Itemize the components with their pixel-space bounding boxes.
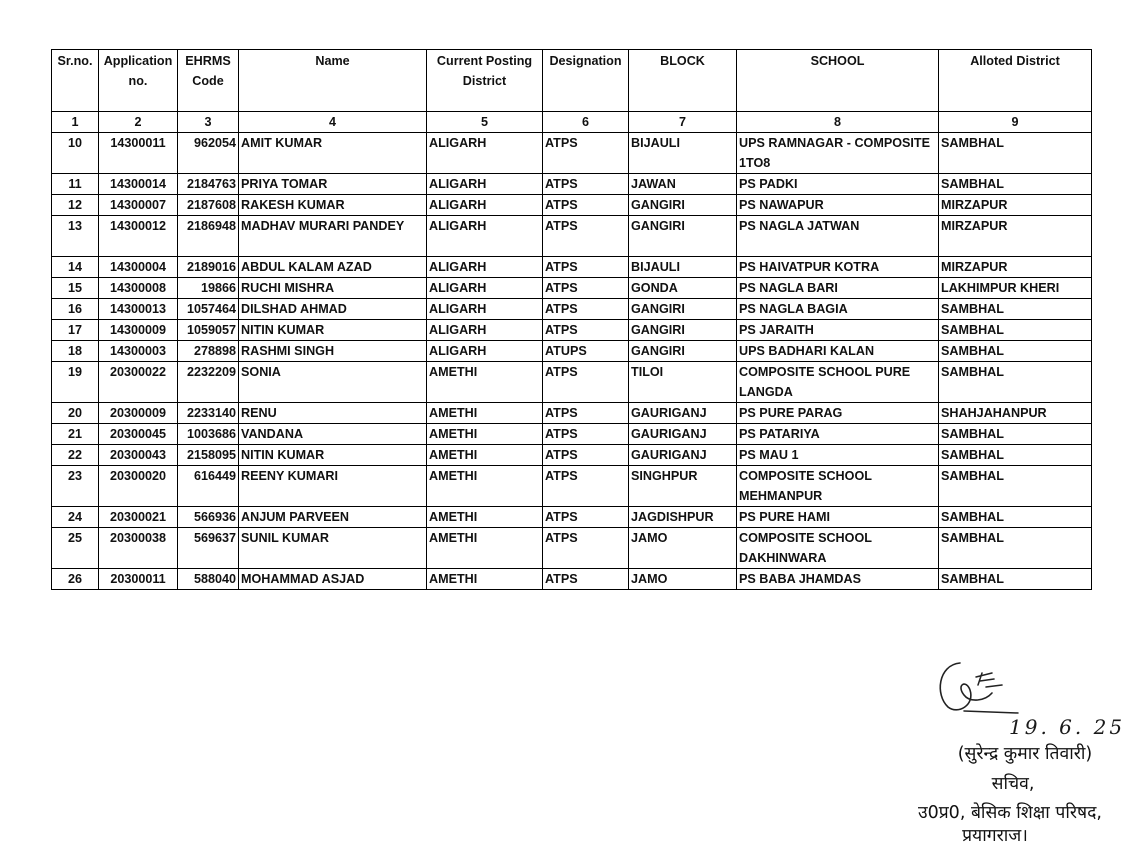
ehrms-code-cell: 19866	[178, 278, 239, 299]
name-cell: REENY KUMARI	[239, 466, 427, 507]
ehrms-code-cell: 278898	[178, 341, 239, 362]
district-cell: ALIGARH	[427, 320, 543, 341]
application-no-cell: 20300021	[99, 507, 178, 528]
table-row	[52, 195, 1092, 216]
signatory-title: सचिव,	[991, 774, 1035, 794]
alloted-district-cell: SAMBHAL	[939, 133, 1092, 174]
alloted-district-cell: SAMBHAL	[939, 299, 1092, 320]
column-number: 4	[239, 112, 427, 133]
application-no-cell: 14300013	[99, 299, 178, 320]
application-no-cell: 14300009	[99, 320, 178, 341]
school-cell: UPS RAMNAGAR - COMPOSITE 1TO8	[737, 133, 939, 174]
school-cell: PS NAGLA JATWAN	[737, 216, 939, 257]
column-number: 1	[52, 112, 99, 133]
district-cell: ALIGARH	[427, 341, 543, 362]
header-designation: Designation	[543, 50, 629, 112]
designation-cell: ATPS	[543, 278, 629, 299]
alloted-district-cell: SAMBHAL	[939, 445, 1092, 466]
application-no-cell: 14300012	[99, 216, 178, 257]
header-block: BLOCK	[629, 50, 737, 112]
sr-no-cell: 19	[52, 362, 99, 403]
alloted-district-cell: MIRZAPUR	[939, 257, 1092, 278]
column-number-row	[52, 112, 1092, 133]
block-cell: JAGDISHPUR	[629, 507, 737, 528]
ehrms-code-cell: 569637	[178, 528, 239, 569]
alloted-district-cell: SAMBHAL	[939, 528, 1092, 569]
application-no-cell: 14300003	[99, 341, 178, 362]
ehrms-code-cell: 2232209	[178, 362, 239, 403]
sr-no-cell: 10	[52, 133, 99, 174]
district-cell: AMETHI	[427, 403, 543, 424]
name-cell: ANJUM PARVEEN	[239, 507, 427, 528]
column-number: 2	[99, 112, 178, 133]
sr-no-cell: 13	[52, 216, 99, 257]
ehrms-code-cell: 2158095	[178, 445, 239, 466]
application-no-cell: 20300045	[99, 424, 178, 445]
table-row	[52, 445, 1092, 466]
block-cell: GAURIGANJ	[629, 403, 737, 424]
alloted-district-cell: SHAHJAHANPUR	[939, 403, 1092, 424]
column-number: 3	[178, 112, 239, 133]
table-row	[52, 257, 1092, 278]
designation-cell: ATPS	[543, 174, 629, 195]
district-cell: AMETHI	[427, 528, 543, 569]
designation-cell: ATPS	[543, 445, 629, 466]
column-number: 9	[939, 112, 1092, 133]
block-cell: JAMO	[629, 569, 737, 590]
signature-date: 19. 6. 25	[1009, 715, 1126, 739]
signatory-place: प्रयागराज।	[962, 826, 1028, 846]
header-application-no: Application no.	[99, 50, 178, 112]
block-cell: GAURIGANJ	[629, 424, 737, 445]
table-row	[52, 403, 1092, 424]
column-number: 5	[427, 112, 543, 133]
sr-no-cell: 15	[52, 278, 99, 299]
table-row	[52, 174, 1092, 195]
school-cell: PS NAGLA BAGIA	[737, 299, 939, 320]
designation-cell: ATPS	[543, 362, 629, 403]
name-cell: DILSHAD AHMAD	[239, 299, 427, 320]
application-no-cell: 20300011	[99, 569, 178, 590]
sr-no-cell: 26	[52, 569, 99, 590]
name-cell: RUCHI MISHRA	[239, 278, 427, 299]
sr-no-cell: 11	[52, 174, 99, 195]
designation-cell: ATPS	[543, 528, 629, 569]
sr-no-cell: 22	[52, 445, 99, 466]
school-cell: COMPOSITE SCHOOL DAKHINWARA	[737, 528, 939, 569]
school-cell: PS JARAITH	[737, 320, 939, 341]
signature-block	[900, 655, 1130, 866]
block-cell: GAURIGANJ	[629, 445, 737, 466]
name-cell: RASHMI SINGH	[239, 341, 427, 362]
column-number: 6	[543, 112, 629, 133]
alloted-district-cell: SAMBHAL	[939, 320, 1092, 341]
application-no-cell: 20300038	[99, 528, 178, 569]
header-sr-no: Sr.no.	[52, 50, 99, 112]
ehrms-code-cell: 1059057	[178, 320, 239, 341]
ehrms-code-cell: 1003686	[178, 424, 239, 445]
sr-no-cell: 18	[52, 341, 99, 362]
table-row	[52, 320, 1092, 341]
name-cell: ABDUL KALAM AZAD	[239, 257, 427, 278]
designation-cell: ATPS	[543, 299, 629, 320]
alloted-district-cell: SAMBHAL	[939, 424, 1092, 445]
allotment-table	[51, 49, 1092, 590]
school-cell: PS HAIVATPUR KOTRA	[737, 257, 939, 278]
table-row	[52, 569, 1092, 590]
alloted-district-cell: SAMBHAL	[939, 174, 1092, 195]
ehrms-code-cell: 2186948	[178, 216, 239, 257]
name-cell: AMIT KUMAR	[239, 133, 427, 174]
block-cell: GANGIRI	[629, 341, 737, 362]
designation-cell: ATPS	[543, 320, 629, 341]
header-current-posting-district: Current Posting District	[427, 50, 543, 112]
designation-cell: ATPS	[543, 424, 629, 445]
block-cell: BIJAULI	[629, 133, 737, 174]
school-cell: COMPOSITE SCHOOL PURE LANGDA	[737, 362, 939, 403]
table-row	[52, 299, 1092, 320]
block-cell: JAWAN	[629, 174, 737, 195]
block-cell: BIJAULI	[629, 257, 737, 278]
name-cell: SUNIL KUMAR	[239, 528, 427, 569]
table-row	[52, 133, 1092, 174]
alloted-district-cell: LAKHIMPUR KHERI	[939, 278, 1092, 299]
district-cell: AMETHI	[427, 569, 543, 590]
block-cell: GANGIRI	[629, 216, 737, 257]
name-cell: NITIN KUMAR	[239, 445, 427, 466]
sr-no-cell: 24	[52, 507, 99, 528]
table-row	[52, 507, 1092, 528]
table-row	[52, 424, 1092, 445]
application-no-cell: 14300014	[99, 174, 178, 195]
application-no-cell: 14300011	[99, 133, 178, 174]
ehrms-code-cell: 2189016	[178, 257, 239, 278]
district-cell: ALIGARH	[427, 278, 543, 299]
header-alloted-district: Alloted District	[939, 50, 1092, 112]
column-number: 7	[629, 112, 737, 133]
alloted-district-cell: SAMBHAL	[939, 569, 1092, 590]
sr-no-cell: 20	[52, 403, 99, 424]
designation-cell: ATPS	[543, 466, 629, 507]
name-cell: MADHAV MURARI PANDEY	[239, 216, 427, 257]
application-no-cell: 20300022	[99, 362, 178, 403]
block-cell: SINGHPUR	[629, 466, 737, 507]
name-cell: VANDANA	[239, 424, 427, 445]
name-cell: SONIA	[239, 362, 427, 403]
sr-no-cell: 17	[52, 320, 99, 341]
alloted-district-cell: SAMBHAL	[939, 341, 1092, 362]
district-cell: ALIGARH	[427, 257, 543, 278]
district-cell: ALIGARH	[427, 174, 543, 195]
sr-no-cell: 25	[52, 528, 99, 569]
block-cell: GANGIRI	[629, 299, 737, 320]
table-row	[52, 362, 1092, 403]
name-cell: PRIYA TOMAR	[239, 174, 427, 195]
designation-cell: ATPS	[543, 257, 629, 278]
table-row	[52, 216, 1092, 257]
district-cell: ALIGARH	[427, 133, 543, 174]
sr-no-cell: 12	[52, 195, 99, 216]
ehrms-code-cell: 566936	[178, 507, 239, 528]
signatory-name: (सुरेन्द्र कुमार तिवारी)	[957, 744, 1093, 764]
header-name: Name	[239, 50, 427, 112]
alloted-district-cell: SAMBHAL	[939, 466, 1092, 507]
ehrms-code-cell: 616449	[178, 466, 239, 507]
block-cell: JAMO	[629, 528, 737, 569]
header-row	[52, 50, 1092, 112]
designation-cell: ATPS	[543, 403, 629, 424]
ehrms-code-cell: 588040	[178, 569, 239, 590]
header-school: SCHOOL	[737, 50, 939, 112]
application-no-cell: 20300009	[99, 403, 178, 424]
column-number: 8	[737, 112, 939, 133]
alloted-district-cell: MIRZAPUR	[939, 195, 1092, 216]
school-cell: PS BABA JHAMDAS	[737, 569, 939, 590]
sr-no-cell: 16	[52, 299, 99, 320]
designation-cell: ATPS	[543, 133, 629, 174]
district-cell: AMETHI	[427, 362, 543, 403]
sr-no-cell: 23	[52, 466, 99, 507]
district-cell: ALIGARH	[427, 195, 543, 216]
district-cell: AMETHI	[427, 466, 543, 507]
table-row	[52, 341, 1092, 362]
designation-cell: ATUPS	[543, 341, 629, 362]
signatory-organization: उ0प्र0, बेसिक शिक्षा परिषद,	[918, 803, 1102, 823]
application-no-cell: 14300007	[99, 195, 178, 216]
ehrms-code-cell: 1057464	[178, 299, 239, 320]
ehrms-code-cell: 2233140	[178, 403, 239, 424]
designation-cell: ATPS	[543, 216, 629, 257]
ehrms-code-cell: 2184763	[178, 174, 239, 195]
block-cell: GANGIRI	[629, 320, 737, 341]
block-cell: GONDA	[629, 278, 737, 299]
table-row	[52, 466, 1092, 507]
school-cell: UPS BADHARI KALAN	[737, 341, 939, 362]
district-cell: AMETHI	[427, 445, 543, 466]
ehrms-code-cell: 962054	[178, 133, 239, 174]
header-ehrms-code: EHRMS Code	[178, 50, 239, 112]
table-row	[52, 278, 1092, 299]
name-cell: MOHAMMAD ASJAD	[239, 569, 427, 590]
school-cell: COMPOSITE SCHOOL MEHMANPUR	[737, 466, 939, 507]
alloted-district-cell: MIRZAPUR	[939, 216, 1092, 257]
block-cell: GANGIRI	[629, 195, 737, 216]
designation-cell: ATPS	[543, 569, 629, 590]
alloted-district-cell: SAMBHAL	[939, 507, 1092, 528]
application-no-cell: 14300008	[99, 278, 178, 299]
designation-cell: ATPS	[543, 195, 629, 216]
application-no-cell: 14300004	[99, 257, 178, 278]
sr-no-cell: 14	[52, 257, 99, 278]
application-no-cell: 20300020	[99, 466, 178, 507]
name-cell: NITIN KUMAR	[239, 320, 427, 341]
ehrms-code-cell: 2187608	[178, 195, 239, 216]
district-cell: ALIGARH	[427, 216, 543, 257]
school-cell: PS MAU 1	[737, 445, 939, 466]
name-cell: RENU	[239, 403, 427, 424]
application-no-cell: 20300043	[99, 445, 178, 466]
alloted-district-cell: SAMBHAL	[939, 362, 1092, 403]
school-cell: PS PURE PARAG	[737, 403, 939, 424]
designation-cell: ATPS	[543, 507, 629, 528]
district-cell: AMETHI	[427, 424, 543, 445]
block-cell: TILOI	[629, 362, 737, 403]
table-row	[52, 528, 1092, 569]
school-cell: PS PURE HAMI	[737, 507, 939, 528]
name-cell: RAKESH KUMAR	[239, 195, 427, 216]
school-cell: PS NAGLA BARI	[737, 278, 939, 299]
school-cell: PS NAWAPUR	[737, 195, 939, 216]
handwritten-signature	[930, 655, 1020, 725]
school-cell: PS PATARIYA	[737, 424, 939, 445]
district-cell: ALIGARH	[427, 299, 543, 320]
sr-no-cell: 21	[52, 424, 99, 445]
school-cell: PS PADKI	[737, 174, 939, 195]
district-cell: AMETHI	[427, 507, 543, 528]
